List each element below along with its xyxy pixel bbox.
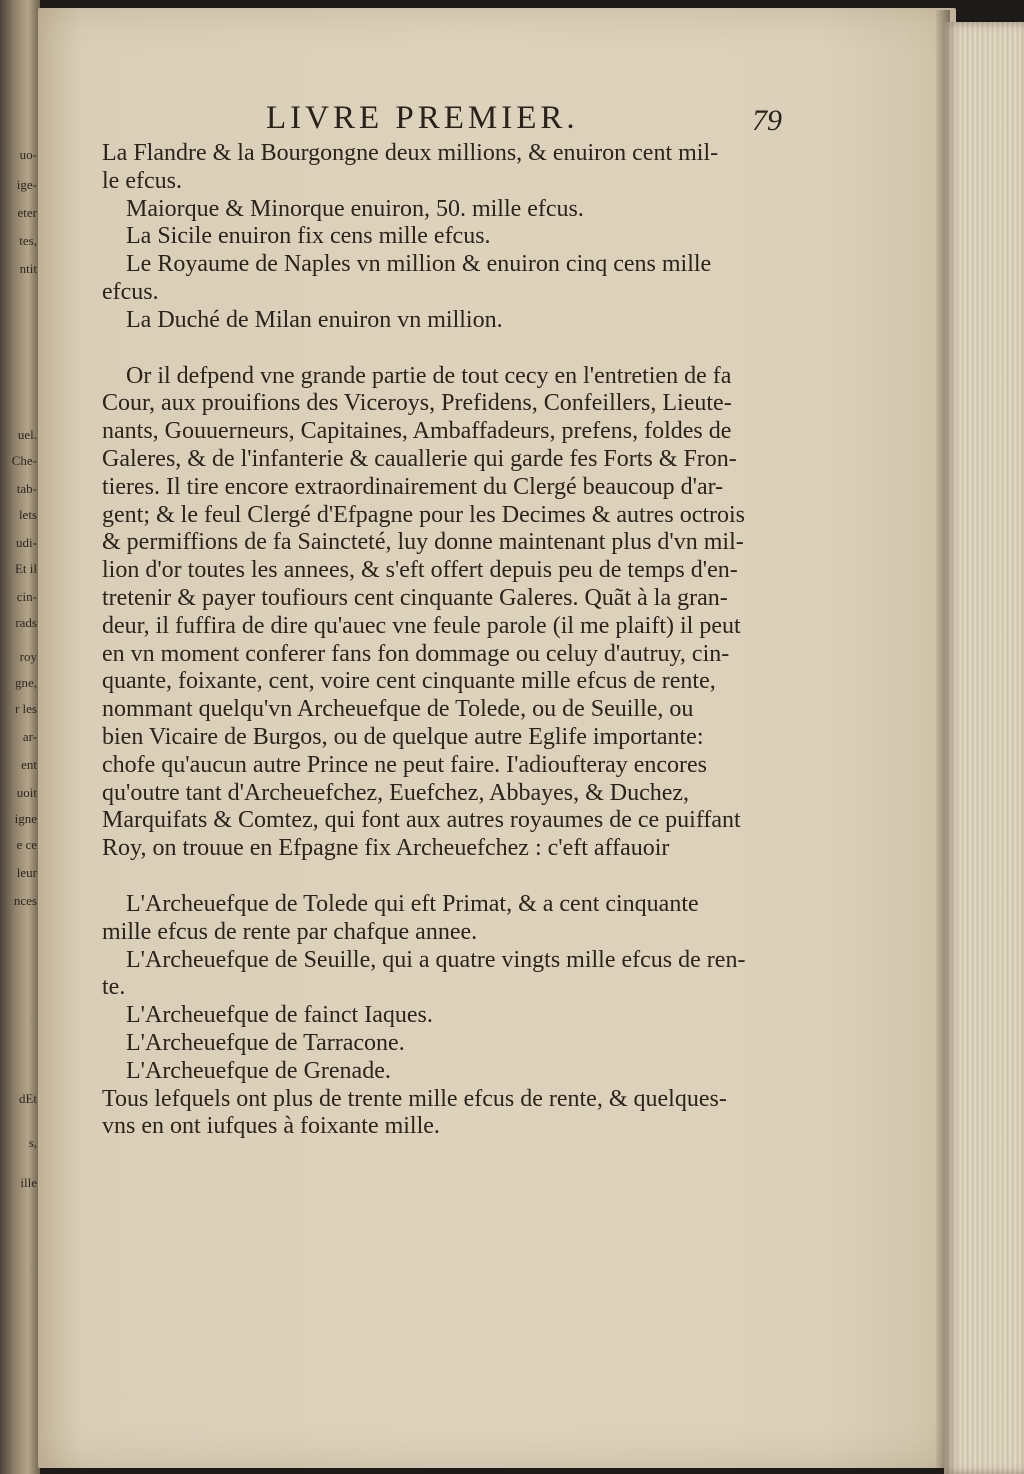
facing-text-fragment: igne bbox=[14, 812, 37, 826]
text-line: Maiorque & Minorque enuiron, 50. mille efcus. bbox=[126, 195, 584, 222]
facing-text-fragment: udi- bbox=[16, 536, 37, 550]
text-line: quante, foixante, cent, voire cent cinquante mille efcus de rente, bbox=[102, 668, 716, 695]
text-line: nants, Gouuerneurs, Capitaines, Ambaffadeurs, prefens, foldes de bbox=[102, 418, 732, 445]
text-line: Or il defpend vne grande partie de tout cecy en l'entretien de fa bbox=[126, 362, 732, 389]
closing-paragraph bbox=[102, 1086, 802, 1142]
facing-text-fragment: Et il bbox=[14, 562, 37, 576]
facing-text-fragment: rads bbox=[15, 616, 37, 630]
text-line: tieres. Il tire encore extraordinairement du Clergé beaucoup d'ar- bbox=[102, 473, 724, 500]
facing-text-fragment: lets bbox=[18, 508, 37, 522]
facing-text-fragment: roy bbox=[19, 650, 37, 664]
text-line: deur, il fuffira de dire qu'auec vne feule parole (il me plaift) il peut bbox=[102, 612, 741, 639]
running-title: LIVRE PREMIER. bbox=[266, 100, 579, 136]
revenue-entry bbox=[102, 140, 802, 196]
text-line: te. bbox=[102, 974, 126, 1001]
main-paragraph bbox=[102, 363, 802, 863]
facing-text-fragment: ntit bbox=[19, 262, 37, 276]
page-block-edge bbox=[944, 22, 1024, 1474]
text-line: efcus. bbox=[102, 278, 159, 305]
text-line: L'Archeuefque de fainct Iaques. bbox=[126, 1002, 433, 1029]
facing-text-fragment: uo- bbox=[19, 148, 37, 162]
facing-text-fragment: s, bbox=[28, 1136, 37, 1150]
facing-page-edge bbox=[0, 0, 40, 1474]
text-line: La Duché de Milan enuiron vn million. bbox=[126, 306, 503, 333]
facing-text-fragment: uel. bbox=[17, 428, 37, 442]
text-line: Galeres, & de l'infanterie & cauallerie qui garde fes Forts & Fron- bbox=[102, 445, 737, 472]
page-header bbox=[266, 100, 806, 144]
archbishopric-entry bbox=[102, 1030, 802, 1058]
facing-text-fragment: dEt bbox=[18, 1092, 37, 1106]
facing-text-fragment: tab- bbox=[16, 482, 37, 496]
facing-text-fragment: eter bbox=[17, 206, 37, 220]
facing-text-fragment: nces bbox=[13, 894, 37, 908]
text-line: Le Royaume de Naples vn million & enuiron cinq cens mille bbox=[126, 251, 712, 278]
facing-text-fragment: ille bbox=[20, 1176, 37, 1190]
text-line: bien Vicaire de Burgos, ou de quelque autre Eglife importante: bbox=[102, 723, 704, 750]
text-line: & permiffions de fa Saincteté, luy donne maintenant plus d'vn mil- bbox=[102, 529, 744, 556]
page-number: 79 bbox=[752, 104, 782, 137]
archbishopric-entry bbox=[102, 1058, 802, 1086]
archbishopric-entry bbox=[102, 891, 802, 947]
facing-text-fragment: uoit bbox=[16, 786, 37, 800]
paragraph-gap bbox=[102, 863, 802, 891]
text-line: vns en ont iufques à foixante mille. bbox=[102, 1113, 440, 1140]
revenue-entry bbox=[102, 196, 802, 224]
text-line: La Sicile enuiron fix cens mille efcus. bbox=[126, 223, 491, 250]
text-line: Tous lefquels ont plus de trente mille efcus de rente, & quelques- bbox=[102, 1085, 727, 1112]
text-line: Cour, aux prouifions des Viceroys, Prefidens, Confeillers, Lieute- bbox=[102, 390, 732, 417]
text-line: L'Archeuefque de Tolede qui eft Primat, & a cent cinquante bbox=[126, 890, 699, 917]
text-line: en vn moment conferer fans fon dommage ou celuy d'autruy, cin- bbox=[102, 640, 730, 667]
text-line: L'Archeuefque de Tarracone. bbox=[126, 1029, 405, 1056]
facing-text-fragment: r les bbox=[14, 702, 37, 716]
facing-text-fragment: cin- bbox=[16, 590, 37, 604]
text-line: La Flandre & la Bourgongne deux millions, & enuiron cent mil- bbox=[102, 140, 719, 166]
text-line: gent; & le feul Clergé d'Efpagne pour les Decimes & autres octrois bbox=[102, 501, 746, 528]
text-line: le efcus. bbox=[102, 167, 182, 194]
facing-text-fragment: Che- bbox=[11, 454, 37, 468]
text-line: nommant quelqu'vn Archeuefque de Tolede, ou de Seuille, ou bbox=[102, 696, 694, 723]
revenue-entry bbox=[102, 251, 802, 279]
book-page bbox=[38, 8, 956, 1468]
revenue-entry bbox=[102, 223, 802, 251]
facing-text-fragment: gne, bbox=[14, 676, 37, 690]
text-line: Roy, on trouue en Efpagne fix Archeuefchez : c'eft affauoir bbox=[102, 835, 670, 862]
archbishopric-entry bbox=[102, 947, 802, 1003]
text-line: tretenir & payer toufiours cent cinquante Galeres. Quãt à la gran- bbox=[102, 584, 728, 611]
text-line: L'Archeuefque de Seuille, qui a quatre vingts mille efcus de ren- bbox=[126, 946, 746, 973]
facing-text-fragment: leur bbox=[16, 866, 37, 880]
text-line: chofe qu'aucun autre Prince ne peut faire. I'adioufteray encores bbox=[102, 751, 708, 778]
text-line: L'Archeuefque de Grenade. bbox=[126, 1057, 391, 1084]
text-line: lion d'or toutes les annees, & s'eft offert depuis peu de temps d'en- bbox=[102, 557, 738, 584]
page-body bbox=[102, 140, 802, 1141]
revenue-entry bbox=[102, 307, 802, 335]
facing-text-fragment: ent bbox=[21, 758, 37, 772]
text-line: qu'outre tant d'Archeuefchez, Euefchez, Abbayes, & Duchez, bbox=[102, 779, 690, 806]
revenue-entry-continuation bbox=[102, 279, 802, 307]
text-line: Marquifats & Comtez, qui font aux autres royaumes de ce puiffant bbox=[102, 807, 741, 834]
facing-text-fragment: e ce bbox=[16, 838, 37, 852]
paragraph-gap bbox=[102, 335, 802, 363]
facing-text-fragment: ige- bbox=[16, 178, 37, 192]
facing-text-fragment: tes, bbox=[19, 234, 37, 248]
text-line: mille efcus de rente par chafque annee. bbox=[102, 918, 478, 945]
facing-text-fragment: ar- bbox=[22, 730, 37, 744]
archbishopric-entry bbox=[102, 1002, 802, 1030]
